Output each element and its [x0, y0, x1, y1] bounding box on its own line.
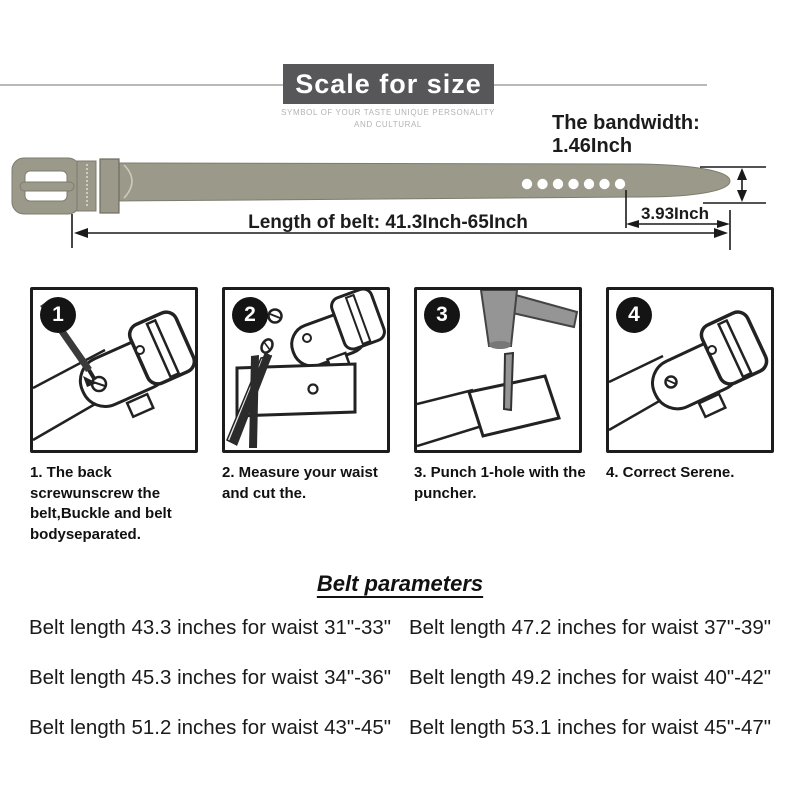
- tagline-line-2: AND CULTURAL: [354, 120, 422, 130]
- page-title: [283, 64, 494, 104]
- length-arrow-right: [714, 228, 728, 238]
- belt-length-label: Length of belt: 41.3Inch-65Inch: [248, 212, 528, 233]
- tip-length-label: 3.93Inch: [640, 204, 710, 223]
- parameters-row: [20, 616, 780, 640]
- bandwidth-arrow-down: [737, 190, 747, 202]
- step-4-caption: 4. Correct Serene.: [606, 464, 735, 481]
- step-3-badge: 3: [424, 297, 460, 333]
- header-tagline: [188, 107, 588, 132]
- parameters-table: [20, 616, 780, 766]
- param-cell: Belt length 45.3 inches for waist 34"-36": [28, 666, 392, 689]
- parameters-heading-wrap: [0, 571, 800, 597]
- param-cell: Belt length 43.3 inches for waist 31"-33": [28, 616, 392, 639]
- parameters-row: [20, 666, 780, 690]
- parameters-row: [20, 716, 780, 740]
- bandwidth-arrow-up: [737, 168, 747, 180]
- step-2-panel: [222, 287, 390, 453]
- step-1-caption: 1. The back screwunscrew the belt,Buckle and belt bodyseparated.: [30, 464, 172, 544]
- step-3-panel: [414, 287, 582, 453]
- param-cell: Belt length 51.2 inches for waist 43"-45": [28, 716, 392, 739]
- step-4-panel: [606, 287, 774, 453]
- step-1-badge: 1: [40, 297, 76, 333]
- step-4-badge: 4: [616, 297, 652, 333]
- parameters-heading: Belt parameters: [316, 571, 484, 596]
- page-title-text: Scale for size: [295, 68, 482, 99]
- param-cell: Belt length 47.2 inches for waist 37"-39": [408, 616, 772, 639]
- param-cell: Belt length 49.2 inches for waist 40"-42": [408, 666, 772, 689]
- bandwidth-label: The bandwidth: 1.46Inch: [552, 112, 700, 157]
- param-cell: Belt length 53.1 inches for waist 45"-47": [408, 716, 772, 739]
- length-arrow-left: [74, 228, 88, 238]
- belt-strap: [116, 163, 730, 201]
- tagline-line-1: SYMBOL OF YOUR TASTE UNIQUE PERSONALITY: [281, 108, 495, 117]
- belt-keeper-loop: [100, 159, 119, 213]
- step-2-caption: 2. Measure your waist and cut the.: [222, 464, 378, 502]
- step-1-panel: [30, 287, 198, 453]
- step-3-caption: 3. Punch 1-hole with the puncher.: [414, 464, 586, 502]
- step-2-badge: 2: [232, 297, 268, 333]
- buckle-prong: [20, 182, 74, 191]
